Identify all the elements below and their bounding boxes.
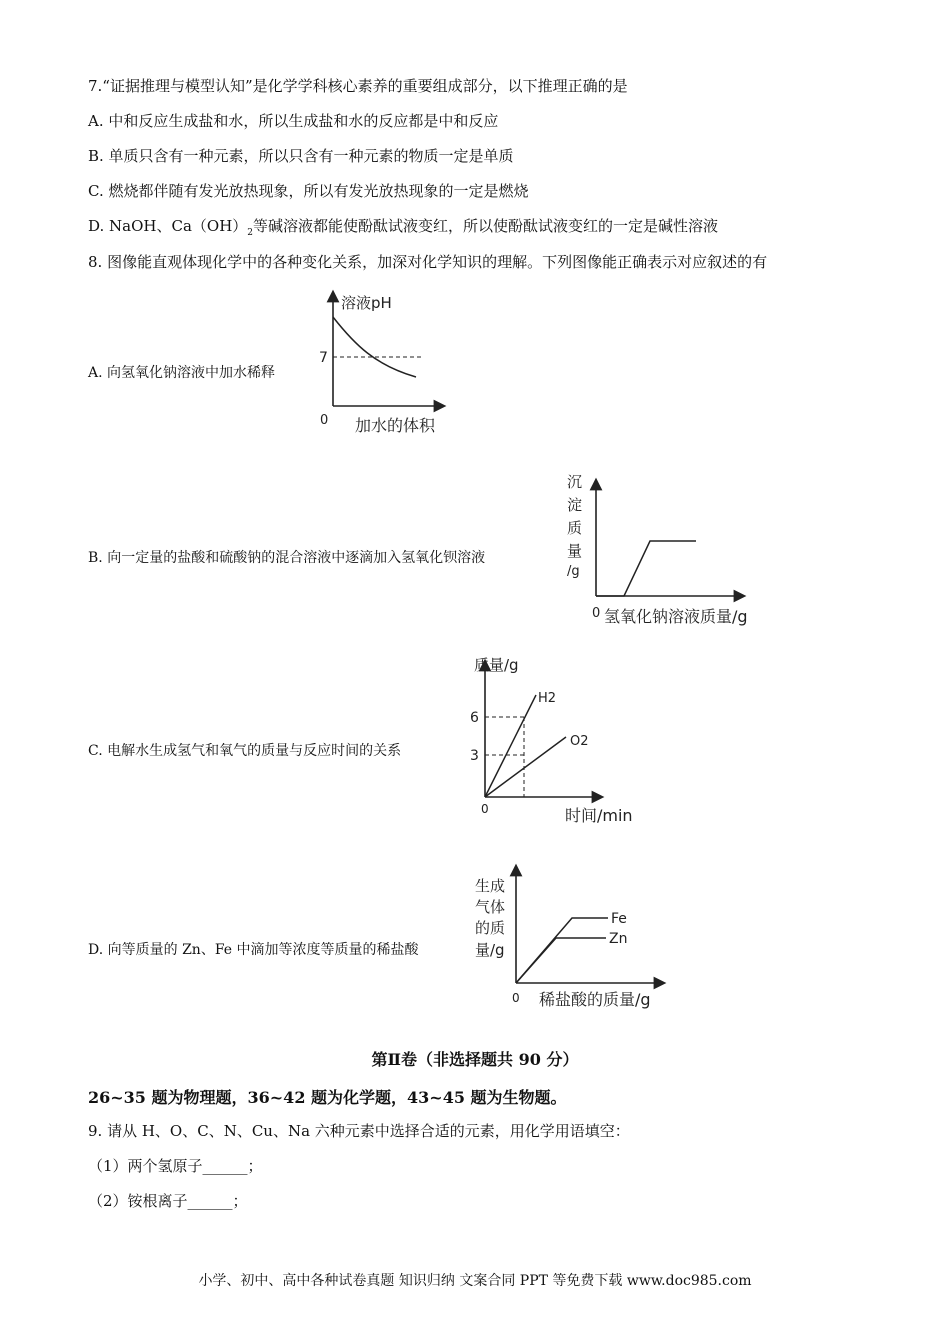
- section-note: 26~35 题为物理题，36~42 题为化学题，43~45 题为生物题。: [88, 1088, 567, 1107]
- chart-a-xlabel: 加水的体积: [355, 416, 436, 435]
- chart-a-tick-7: 7: [319, 350, 328, 366]
- q7-stem: 7.“证据推理与模型认知”是化学学科核心素养的重要组成部分，以下推理正确的是: [88, 77, 628, 95]
- chart-d-ylabel-4: 量/g: [475, 941, 505, 959]
- section-title: 第Ⅱ卷（非选择题共 90 分）: [371, 1050, 579, 1069]
- chart-b-ylabel-3: 质: [567, 519, 583, 537]
- chart-b-ylabel-5: /g: [567, 564, 580, 579]
- footer: 小学、初中、高中各种试卷真题 知识归纳 文案合同 PPT 等免费下载 www.doc985.com: [198, 1273, 752, 1289]
- q9-item-2: （2）铵根离子______；: [88, 1192, 248, 1210]
- q7-option-d-post: 等碱溶液都能使酚酞试液变红，所以使酚酞试液变红的一定是碱性溶液: [253, 217, 719, 235]
- q7-option-d-sub: 2: [247, 228, 254, 238]
- q8-option-b: B. 向一定量的盐酸和硫酸钠的混合溶液中逐滴加入氢氧化钡溶液: [88, 550, 486, 566]
- chart-d-origin: 0: [512, 991, 520, 1005]
- chart-d-fe-label: Fe: [611, 911, 627, 927]
- chart-d-ylabel-1: 生成: [475, 877, 506, 895]
- q8-option-d: D. 向等质量的 Zn、Fe 中滴加等浓度等质量的稀盐酸: [88, 942, 419, 958]
- chart-c-xlabel: 时间/min: [565, 806, 633, 825]
- chart-a-series-line: [333, 317, 416, 377]
- chart-c-o2-label: O2: [570, 734, 589, 749]
- chart-b-series-line: [596, 541, 696, 596]
- chart-a-ylabel: 溶液pH: [341, 294, 392, 312]
- chart-c-o2-line: [485, 737, 566, 797]
- q8-stem: 8. 图像能直观体现化学中的各种变化关系，加深对化学知识的理解。下列图像能正确表示对应叙述的有: [88, 253, 768, 271]
- chart-b-ylabel-4: 量: [567, 542, 583, 560]
- chart-c-ylabel: 质量/g: [474, 656, 519, 674]
- chart-c-h2-line: [485, 695, 536, 797]
- chart-c-h2-label: H2: [538, 691, 557, 706]
- chart-d-zn-label: Zn: [609, 931, 628, 947]
- chart-b-origin: 0: [592, 606, 601, 621]
- q7-option-a: A. 中和反应生成盐和水，所以生成盐和水的反应都是中和反应: [88, 112, 499, 130]
- chart-b-ylabel-2: 淀: [567, 496, 583, 514]
- chart-d-zn-line: [516, 938, 606, 983]
- q7-option-d-pre: D. NaOH、Ca（OH）: [88, 217, 248, 235]
- chart-d-fe-line: [516, 918, 608, 983]
- q8-option-c: C. 电解水生成氢气和氧气的质量与反应时间的关系: [88, 743, 402, 759]
- chart-b-ylabel-1: 沉: [567, 473, 583, 491]
- chart-b-xlabel: 氢氧化钠溶液质量/g: [604, 607, 748, 626]
- q8-option-a: A. 向氢氧化钠溶液中加水稀释: [88, 365, 276, 381]
- q9-item-1: （1）两个氢原子______；: [88, 1157, 263, 1175]
- chart-d-xlabel: 稀盐酸的质量/g: [539, 990, 651, 1009]
- chart-c-tick-6: 6: [470, 710, 479, 726]
- chart-c-tick-3: 3: [470, 748, 479, 764]
- chart-d-ylabel-2: 气体: [475, 898, 506, 916]
- q9-stem: 9. 请从 H、O、C、N、Cu、Na 六种元素中选择合适的元素，用化学用语填空：: [88, 1122, 630, 1140]
- chart-d-ylabel-3: 的质: [475, 919, 506, 937]
- q7-option-c: C. 燃烧都伴随有发光放热现象，所以有发光放热现象的一定是燃烧: [88, 182, 529, 200]
- chart-c-origin: 0: [481, 802, 489, 816]
- chart-a-origin: 0: [320, 413, 329, 428]
- q7-option-b: B. 单质只含有一种元素，所以只含有一种元素的物质一定是单质: [88, 147, 514, 165]
